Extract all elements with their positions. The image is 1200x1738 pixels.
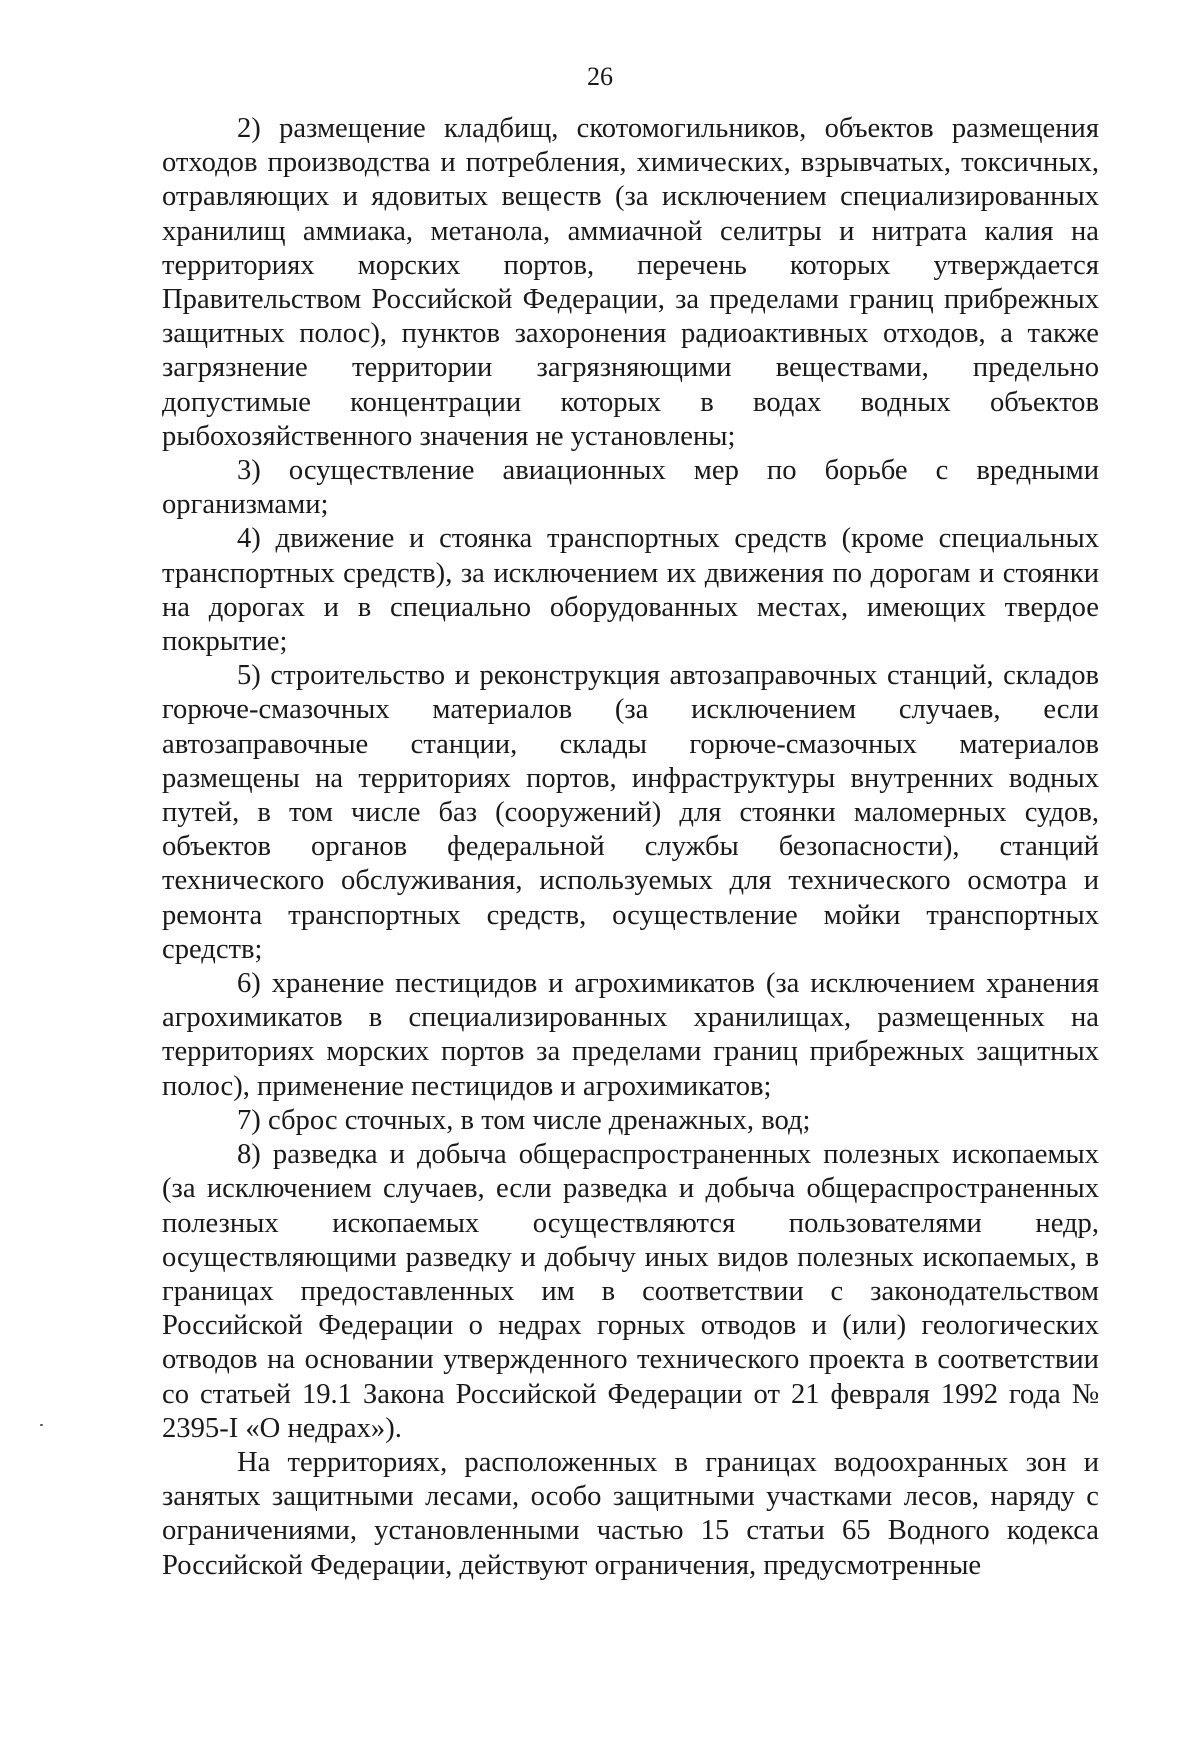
list-item-5-paragraph: 5) строительство и реконструкция автозаправочных станций, складов горюче-смазочных материалов (за исключением случаев, если автозаправочные станции, склады горюче-смазочных материалов размещены на территориях портов, инфраструктуры внутренних водных путей, в том числе баз (сооружений) для стоянки маломерных судов, объектов органов федеральной службы безопасности), станций технического обслуживания, используемых для технического осмотра и ремонта транспортных средств, осуществление мойки транспортных средств; bbox=[162, 660, 1099, 965]
list-item-4-paragraph: 4) движение и стоянка транспортных средств (кроме специальных транспортных средств), за исключением их движения по дорогам и стоянки на дорогах и в специально оборудованных местах, имеющих твердое покрытие; bbox=[162, 523, 1099, 658]
page-number: 26 bbox=[587, 62, 613, 91]
list-item-7-paragraph: 7) сброс сточных, в том числе дренажных, вод; bbox=[237, 1104, 811, 1136]
scan-speck bbox=[40, 1424, 43, 1426]
list-item-6-paragraph: 6) хранение пестицидов и агрохимикатов (за исключением хранения агрохимикатов в специализированных хранилищах, размещенных на территориях морских портов за пределами границ прибрежных защитных полос), применение пестицидов и агрохимикатов; bbox=[162, 968, 1099, 1102]
list-item-2-paragraph: 2) размещение кладбищ, скотомогильников, объектов размещения отходов производства и потребления, химических, взрывчатых, токсичных, отравляющих и ядовитых веществ (за исключением специализированных хранилищ аммиака, метанола, аммиачной селитры и нитрата калия на территориях морских портов, перечень которых утверждается Правительством Российской Федерации, за пределами границ прибрежных защитных полос), пунктов захоронения радиоактивных отходов, а также загрязнение территории загрязняющими веществами, предельно допустимые концентрации которых в водах водных объектов рыбохозяйственного значения не установлены; bbox=[162, 113, 1099, 452]
document-body bbox=[162, 112, 1099, 1583]
list-item-3-paragraph: 3) осуществление авиационных мер по борьбе с вредными организмами; bbox=[162, 455, 1099, 521]
list-item-8-paragraph: 8) разведка и добыча общераспространенных полезных ископаемых (за исключением случаев, если разведка и добыча общераспространенных полезных ископаемых осуществляются пользователями недр, осуществляющими разведку и добычу иных видов полезных ископаемых, в границах предоставленных им в соответствии с законодательством Российской Федерации о недрах горных отводов и (или) геологических отводов на основании утвержденного технического проекта в соответствии со статьей 19.1 Закона Российской Федерации от 21 февраля 1992 года № 2395-I «О недрах»). bbox=[162, 1139, 1099, 1444]
closing-paragraph: На территориях, расположенных в границах водоохранных зон и занятых защитными лесами, особо защитными участками лесов, наряду с ограничениями, установленными частью 15 статьи 65 Водного кодекса Российской Федерации, действуют ограничения, предусмотренные bbox=[162, 1446, 1099, 1581]
